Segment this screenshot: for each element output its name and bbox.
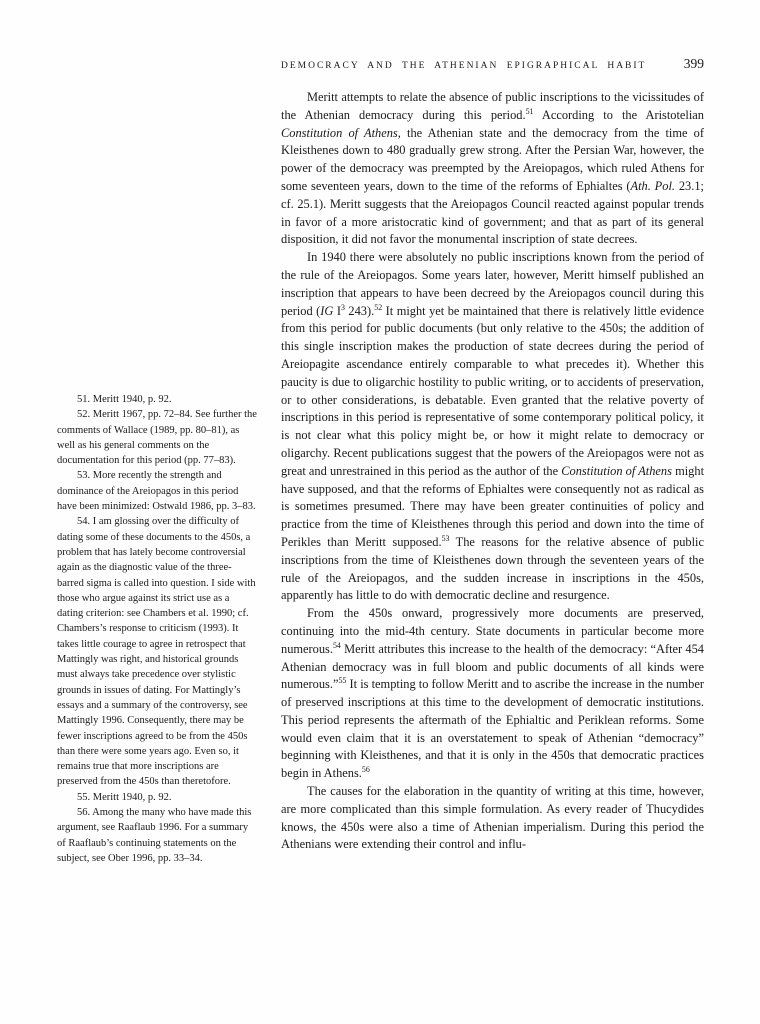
running-head-title: DEMOCRACY AND THE ATHENIAN EPIGRAPHICAL HABIT: [281, 61, 647, 71]
footnote-55: 55. Meritt 1940, p. 92.: [77, 791, 172, 803]
footnote-52: 52. Meritt 1967, pp. 72–84. See further the comments of Wallace (1989, pp. 80–81), as well as his general comments on the documentation for this period (pp. 77–83).: [57, 409, 257, 467]
paragraph-1: Meritt attempts to relate the absence of public inscriptions to the vicissitudes of the Athenian democracy during this period.$^{51}$ According to the Aristotelian Constitution of Athens, the Athenian state and the democracy from the time of Kleisthenes down to 480 gradually grew strong. After the Persian War, however, the power of the democracy was preempted by the Areiopagos, which ruled Athens for some seventeen years, down to the time of the reforms of Ephialtes (Ath. Pol. 23.1; cf. 25.1). Meritt suggests that the Areiopagos Council reacted against popular trends in favor of a more aristocratic kind of government; and that as part of its general disposition, it did not favor the monumental inscription of state decrees.: [281, 90, 705, 247]
running-head: [281, 56, 704, 72]
footnotes-column: [57, 392, 258, 866]
paragraph-3: From the 450s onward, progressively more documents are preserved, continuing into the mid-4th century. State documents in particular become more numerous.$^{54}$ Meritt attributes this increase to the health of the democracy: “After 454 Athenian democracy was in full bloom and public documents of all kinds were numerous.”$^{55}$ It is tempting to follow Meritt and to ascribe the increase in the number of preserved inscriptions at this time to the development of democratic institutions. This period represents the aftermath of the Ephialtic and Periklean reforms. Some would even claim that it is an overstatement to speak of Athenian “democracy” beginning with Kleisthenes, and that it is only in the 450s that democratic practices begin in Athens.$^{56}$: [281, 606, 704, 781]
footnote-53: 53. More recently the strength and dominance of the Areiopagos in this period have been minimized: Ostwald 1986, pp. 3–83.: [57, 470, 256, 513]
footnote-56: 56. Among the many who have made this argument, see Raaflaub 1996. For a summary of Raaflaub’s continuing statements on the subject, see Ober 1996, pp. 33–34.: [57, 807, 252, 864]
main-text-column: [281, 89, 704, 854]
paragraph-2: In 1940 there were absolutely no public inscriptions known from the period of the rule of the Areiopagos. Some years later, however, Meritt himself published an inscription that appears to have been decreed by the Areiopagos council during this period (IG $I^3$ 243).$^{52}$ It might yet be maintained that there is relatively little evidence from this period for public documents (but only relative to the 450s; the addition of this single inscription makes the production of state decrees during the period of Areiopagite ascendance entirely comparable to what precedes it). Whether this paucity is due to oligarchic hostility to public writing, or to accidents of preservation, or to other considerations, is debatable. Even granted that the relative poverty of inscriptions in this period is representative of some contemporary political policy, it is not clear what this policy might be, or how it might relate to democracy or oligarchy. Recent publications suggest that the powers of the Areiopagos were not as great and unrestrained in this period as the author of the Constitution of Athens might have supposed, and that the reforms of Ephialtes were consequently not as radical as is sometimes presumed. There may have been greater continuities of policy and practice from the time of Kleisthenes through this period and down into the time of Perikles than Meritt supposed.$^{53}$ The reasons for the relative absence of public inscriptions from the time of Kleisthenes down through the seventeen years of the rule of the Areiopagos, and the sudden increase in inscriptions in the 450s, apparently has little to do with democratic decline and resurgence.: [281, 250, 705, 603]
footnote-51: 51. Meritt 1940, p. 92.: [77, 394, 172, 405]
footnote-54: 54. I am glossing over the difficulty of dating some of these documents to the 450s, a problem that has lately become controversial again as the diagnostic value of the three-barred sigma is called into question. I side with those who argue against its strict use as a dating criterion: see Chambers et al. 1990; cf. Chambers’s response to criticism (1993). It takes little courage to agree in retrospect that Mattingly was right, and historical grounds must always take precedence over stylistic grounds in issues of dating. For Mattingly’s essays and a summary of the controversy, see Mattingly 1996. Consequently, there may be fewer inscriptions agreed to be from the 450s than there were some years ago. Even so, it remains true that more inscriptions are preserved from the 450s than theretofore.: [57, 516, 256, 788]
page-number: 399: [683, 56, 704, 71]
paragraph-4: The causes for the elaboration in the quantity of writing at this time, however, are more complicated than this simple formulation. As every reader of Thucydides knows, the 450s were also a time of Athenian imperialism. During this period the Athenians were extending their control and influ-: [281, 784, 704, 852]
